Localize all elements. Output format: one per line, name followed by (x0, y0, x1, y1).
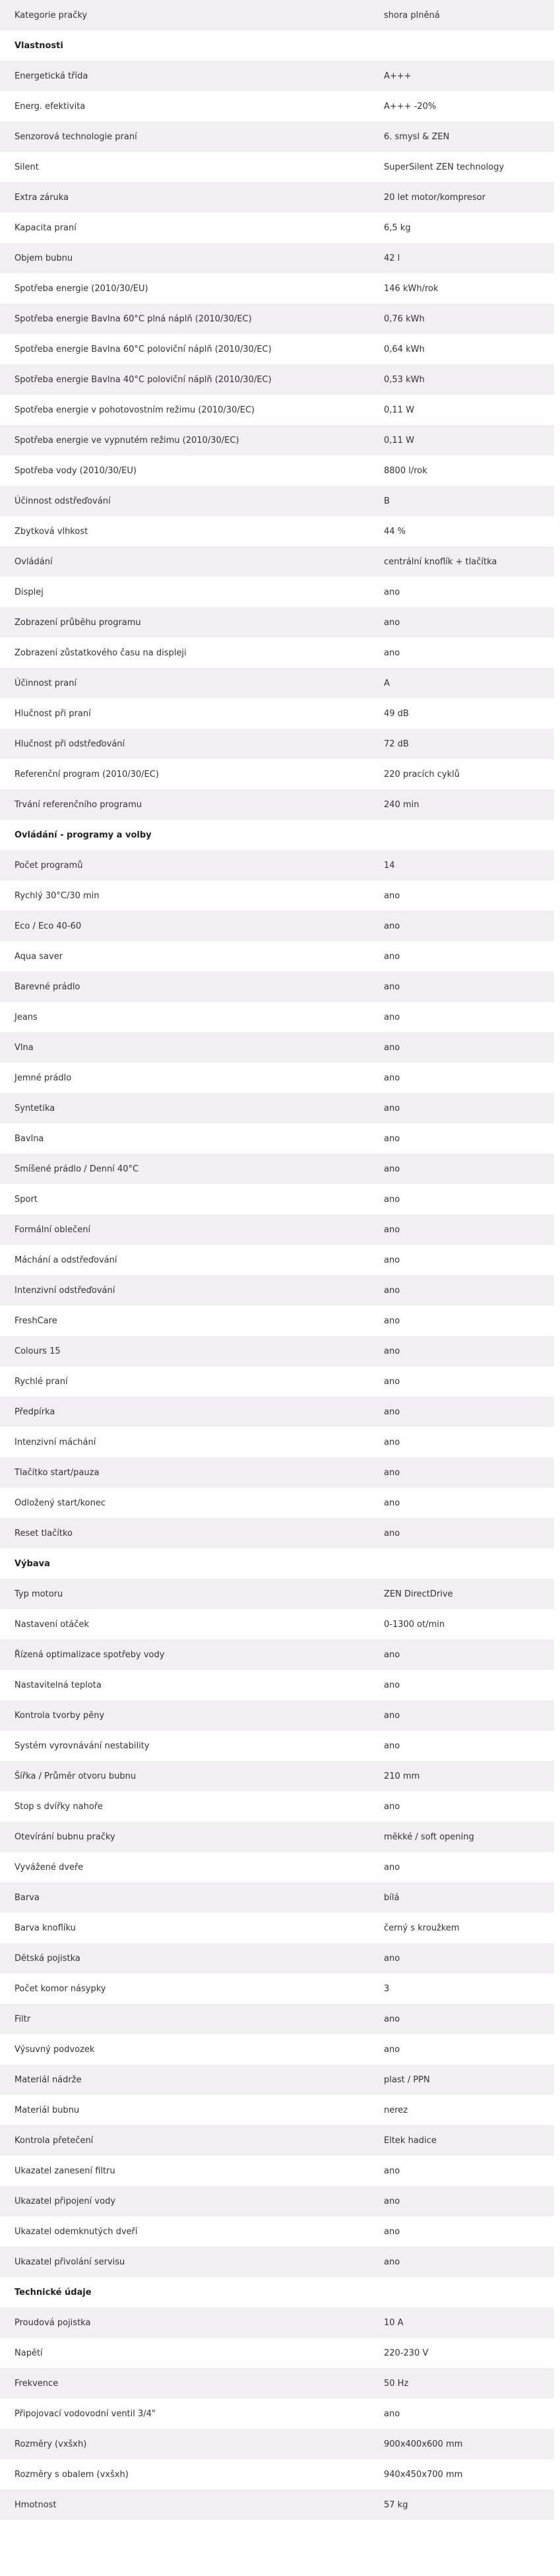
spec-row (0, 546, 554, 577)
spec-label: Zbytková vlhkost (15, 526, 88, 537)
spec-value: 210 mm (384, 1771, 420, 1781)
spec-row (0, 1214, 554, 1245)
spec-value: 42 l (384, 253, 400, 263)
spec-label: Energ. efektivita (15, 101, 86, 112)
spec-value: 57 kg (384, 2499, 408, 2510)
spec-row (0, 1366, 554, 1397)
spec-label: Kategorie pračky (15, 10, 88, 20)
spec-label: Napětí (15, 2348, 43, 2358)
spec-label: Proudová pojistka (15, 2317, 91, 2328)
section-heading (0, 820, 554, 850)
section-title: Ovládání - programy a volby (0, 820, 554, 850)
spec-value: ano (384, 1255, 400, 1265)
spec-row (0, 911, 554, 941)
spec-label: Rozměry (vxšxh) (15, 2439, 87, 2449)
spec-label: Spotřeba energie Bavlna 60°C plná náplň (2010/30/EC) (15, 314, 252, 324)
spec-label: Senzorová technologie praní (15, 131, 137, 142)
spec-value: ano (384, 1710, 400, 1721)
spec-row (0, 1943, 554, 1973)
spec-value: ano (384, 1437, 400, 1447)
spec-row (0, 1305, 554, 1336)
spec-value: ano (384, 1073, 400, 1083)
spec-label: Otevírání bubnu pračky (15, 1832, 115, 1842)
spec-row (0, 91, 554, 121)
spec-label: Frekvence (15, 2378, 59, 2389)
spec-value: ano (384, 951, 400, 962)
spec-value: černý s kroužkem (384, 1923, 460, 1933)
spec-label: Rychlé praní (15, 1376, 68, 1387)
spec-value: ano (384, 1953, 400, 1964)
spec-row (0, 607, 554, 638)
spec-label: Připojovací vodovodní ventil 3/4" (15, 2408, 156, 2419)
section-title: Vlastnosti (0, 30, 554, 61)
spec-label: Materiál nádrže (15, 2074, 82, 2085)
spec-row (0, 2459, 554, 2490)
spec-row (0, 1670, 554, 1700)
spec-value: ano (384, 921, 400, 931)
spec-row (0, 486, 554, 516)
spec-value: 0,53 kWh (384, 374, 425, 385)
spec-row (0, 2338, 554, 2368)
spec-value: B (384, 496, 390, 506)
spec-value: 44 % (384, 526, 406, 537)
spec-value: ano (384, 1194, 400, 1205)
spec-label: Ukazatel připojení vody (15, 2196, 116, 2206)
spec-label: Tlačítko start/pauza (15, 1467, 100, 1478)
spec-row (0, 1822, 554, 1852)
spec-row (0, 2398, 554, 2429)
spec-row (0, 1002, 554, 1032)
spec-row (0, 1063, 554, 1093)
spec-row (0, 850, 554, 880)
spec-label: Barva knoflíku (15, 1923, 76, 1933)
spec-value: ano (384, 1801, 400, 1812)
spec-label: Počet komor násypky (15, 1983, 106, 1994)
spec-value: ano (384, 617, 400, 628)
spec-value: ano (384, 2257, 400, 2267)
spec-value: ano (384, 1164, 400, 1174)
spec-label: Hlučnost při praní (15, 708, 91, 719)
spec-value: ano (384, 2408, 400, 2419)
spec-row (0, 2186, 554, 2216)
spec-label: Extra záruka (15, 192, 69, 203)
spec-row (0, 972, 554, 1002)
spec-row (0, 61, 554, 91)
spec-row (0, 1154, 554, 1184)
spec-label: Rozměry s obalem (vxšxh) (15, 2469, 129, 2480)
spec-row (0, 243, 554, 273)
spec-label: Energetická třída (15, 71, 88, 81)
spec-value: 49 dB (384, 708, 409, 719)
spec-row (0, 1032, 554, 1063)
spec-value: ano (384, 1498, 400, 1508)
spec-label: Formální oblečení (15, 1224, 91, 1235)
spec-row (0, 2216, 554, 2247)
spec-value: ano (384, 1740, 400, 1751)
spec-value: A+++ -20% (384, 101, 437, 112)
spec-value: 8800 l/rok (384, 465, 427, 476)
spec-label: Ukazatel odemknutých dveří (15, 2226, 138, 2237)
spec-value: ano (384, 1224, 400, 1235)
spec-row (0, 334, 554, 364)
spec-value: A (384, 678, 390, 688)
spec-value: ano (384, 1042, 400, 1053)
spec-row (0, 1275, 554, 1305)
spec-row (0, 577, 554, 607)
spec-label: Syntetika (15, 1103, 55, 1113)
spec-row (0, 2004, 554, 2034)
spec-value: 240 min (384, 799, 420, 810)
spec-value: 14 (384, 860, 395, 871)
spec-row (0, 1488, 554, 1518)
spec-row (0, 1700, 554, 1731)
spec-row (0, 1761, 554, 1791)
spec-row (0, 638, 554, 668)
spec-row (0, 273, 554, 304)
spec-label: Intenzivní odstřeďování (15, 1285, 115, 1296)
spec-value: ano (384, 1680, 400, 1690)
spec-value: 0,11 W (384, 435, 414, 446)
spec-row (0, 1123, 554, 1154)
spec-row (0, 1731, 554, 1761)
spec-row (0, 1882, 554, 1913)
section-title: Výbava (0, 1548, 554, 1579)
spec-row (0, 2490, 554, 2520)
spec-label: Bavlna (15, 1133, 44, 1144)
spec-value: 0-1300 ot/min (384, 1619, 445, 1630)
spec-value: 10 A (384, 2317, 404, 2328)
spec-value: ano (384, 587, 400, 597)
spec-value: ano (384, 981, 400, 992)
spec-row (0, 1518, 554, 1548)
spec-label: Dětská pojistka (15, 1953, 80, 1964)
spec-value: ano (384, 2165, 400, 2176)
spec-value: 6. smysl & ZEN (384, 131, 450, 142)
spec-label: Smíšené prádlo / Denní 40°C (15, 1164, 139, 1174)
spec-label: Hlučnost při odstřeďování (15, 739, 125, 749)
spec-row (0, 455, 554, 486)
spec-row (0, 1973, 554, 2004)
spec-label: Řízená optimalizace spotřeby vody (15, 1649, 165, 1660)
spec-label: Trvání referenčního programu (15, 799, 142, 810)
spec-row (0, 729, 554, 759)
spec-value: ano (384, 2226, 400, 2237)
spec-value: ano (384, 1346, 400, 1356)
spec-row (0, 395, 554, 425)
spec-label: Spotřeba energie Bavlna 60°C poloviční náplň (2010/30/EC) (15, 344, 272, 354)
spec-row (0, 2064, 554, 2095)
spec-row (0, 2247, 554, 2277)
spec-label: Spotřeba energie (2010/30/EU) (15, 283, 148, 294)
spec-label: Odložený start/konec (15, 1498, 106, 1508)
spec-label: Objem bubnu (15, 253, 73, 263)
spec-label: Rychlý 30°C/30 min (15, 890, 100, 901)
section-heading (0, 1548, 554, 1579)
spec-row (0, 121, 554, 152)
spec-label: Ukazatel přivolání servisu (15, 2257, 125, 2267)
spec-label: Stop s dvířky nahoře (15, 1801, 103, 1812)
spec-value: 220 pracích cyklů (384, 769, 460, 779)
spec-value: plast / PPN (384, 2074, 430, 2085)
spec-value: ano (384, 1376, 400, 1387)
spec-label: Spotřeba vody (2010/30/EU) (15, 465, 137, 476)
spec-label: Máchání a odstřeďování (15, 1255, 117, 1265)
spec-row (0, 759, 554, 789)
spec-value: shora plněná (384, 10, 440, 20)
spec-value: 940x450x700 mm (384, 2469, 463, 2480)
spec-value: ano (384, 1012, 400, 1022)
spec-row (0, 516, 554, 546)
spec-value: 20 let motor/kompresor (384, 192, 485, 203)
spec-row (0, 880, 554, 911)
spec-value: ano (384, 1862, 400, 1872)
spec-label: Aqua saver (15, 951, 63, 962)
spec-row (0, 2156, 554, 2186)
spec-label: Hmotnost (15, 2499, 57, 2510)
section-heading (0, 2277, 554, 2307)
spec-row (0, 698, 554, 729)
spec-label: Typ motoru (15, 1589, 63, 1599)
spec-label: Vyvážené dveře (15, 1862, 84, 1872)
spec-value: 220-230 V (384, 2348, 429, 2358)
section-heading (0, 30, 554, 61)
spec-label: Referenční program (2010/30/EC) (15, 769, 159, 779)
spec-row (0, 1184, 554, 1214)
spec-label: Kapacita praní (15, 222, 77, 233)
spec-value: ano (384, 647, 400, 658)
spec-row (0, 1609, 554, 1639)
spec-label: Displej (15, 587, 44, 597)
spec-value: ZEN DirectDrive (384, 1589, 453, 1599)
spec-row (0, 2307, 554, 2338)
spec-row (0, 1639, 554, 1670)
spec-label: Spotřeba energie ve vypnutém režimu (2010/30/EC) (15, 435, 239, 446)
spec-label: Nastavení otáček (15, 1619, 89, 1630)
spec-label: Filtr (15, 2014, 31, 2024)
spec-label: Materiál bubnu (15, 2105, 80, 2115)
spec-row (0, 425, 554, 455)
spec-row (0, 1427, 554, 1457)
spec-row (0, 668, 554, 698)
spec-label: Sport (15, 1194, 38, 1205)
spec-value: 50 Hz (384, 2378, 409, 2389)
spec-value: bílá (384, 1892, 400, 1903)
spec-label: Zobrazení zůstatkového času na displeji (15, 647, 187, 658)
spec-value: ano (384, 1285, 400, 1296)
spec-label: Kontrola tvorby pěny (15, 1710, 105, 1721)
spec-label: Nastavitelná teplota (15, 1680, 102, 1690)
spec-value: ano (384, 1649, 400, 1660)
spec-label: Účinnost odstřeďování (15, 496, 111, 506)
spec-label: Účinnost praní (15, 678, 77, 688)
spec-value: 0,64 kWh (384, 344, 425, 354)
spec-row (0, 1397, 554, 1427)
spec-value: 0,76 kWh (384, 314, 425, 324)
spec-row (0, 941, 554, 972)
spec-label: Počet programů (15, 860, 83, 871)
spec-row (0, 152, 554, 182)
spec-label: Intenzivní máchání (15, 1437, 96, 1447)
spec-row (0, 1579, 554, 1609)
spec-value: ano (384, 2044, 400, 2055)
spec-label: Jeans (15, 1012, 38, 1022)
spec-label: Ukazatel zanesení filtru (15, 2165, 115, 2176)
spec-value: 146 kWh/rok (384, 283, 439, 294)
spec-value: Eltek hadice (384, 2135, 437, 2146)
spec-row (0, 213, 554, 243)
spec-row (0, 1336, 554, 1366)
spec-label: Kontrola přetečení (15, 2135, 94, 2146)
spec-value: nerez (384, 2105, 408, 2115)
spec-value: měkké / soft opening (384, 1832, 474, 1842)
spec-label: Zobrazení průběhu programu (15, 617, 141, 628)
section-title: Technické údaje (0, 2277, 554, 2307)
spec-value: 72 dB (384, 739, 409, 749)
spec-row (0, 364, 554, 395)
spec-label: Eco / Eco 40-60 (15, 921, 82, 931)
spec-label: Výsuvný podvozek (15, 2044, 95, 2055)
spec-label: Systém vyrovnávání nestability (15, 1740, 150, 1751)
spec-row (0, 1245, 554, 1275)
spec-label: Šířka / Průměr otvoru bubnu (15, 1771, 137, 1781)
spec-label: FreshCare (15, 1315, 57, 1326)
spec-value: ano (384, 1528, 400, 1538)
spec-row (0, 2034, 554, 2064)
spec-value: ano (384, 890, 400, 901)
spec-label: Colours 15 (15, 1346, 61, 1356)
spec-row (0, 2125, 554, 2156)
spec-label: Barevné prádlo (15, 981, 80, 992)
spec-value: A+++ (384, 71, 412, 81)
spec-row (0, 1093, 554, 1123)
spec-row (0, 2095, 554, 2125)
spec-value: ano (384, 1103, 400, 1113)
spec-label: Spotřeba energie Bavlna 40°C poloviční náplň (2010/30/EC) (15, 374, 272, 385)
spec-row (0, 2429, 554, 2459)
spec-row (0, 1457, 554, 1488)
spec-row (0, 0, 554, 30)
spec-value: 0,11 W (384, 405, 414, 415)
spec-value: 3 (384, 1983, 390, 1994)
spec-label: Jemné prádlo (15, 1073, 72, 1083)
spec-row (0, 789, 554, 820)
spec-label: Reset tlačítko (15, 1528, 73, 1538)
spec-label: Ovládání (15, 556, 53, 567)
spec-value: 900x400x600 mm (384, 2439, 463, 2449)
spec-label: Spotřeba energie v pohotovostním režimu (2010/30/EC) (15, 405, 255, 415)
spec-row (0, 2368, 554, 2398)
spec-value: ano (384, 1406, 400, 1417)
spec-row (0, 1852, 554, 1882)
spec-label: Předpírka (15, 1406, 55, 1417)
spec-value: ano (384, 1467, 400, 1478)
spec-value: ano (384, 2014, 400, 2024)
spec-value: ano (384, 2196, 400, 2206)
spec-row (0, 304, 554, 334)
spec-row (0, 182, 554, 213)
spec-value: ano (384, 1315, 400, 1326)
spec-value: ano (384, 1133, 400, 1144)
spec-value: centrální knoflík + tlačítka (384, 556, 497, 567)
spec-row (0, 1791, 554, 1822)
spec-label: Vlna (15, 1042, 34, 1053)
spec-label: Silent (15, 162, 39, 172)
spec-value: 6,5 kg (384, 222, 411, 233)
spec-label: Barva (15, 1892, 40, 1903)
spec-value: SuperSilent ZEN technology (384, 162, 505, 172)
spec-row (0, 1913, 554, 1943)
